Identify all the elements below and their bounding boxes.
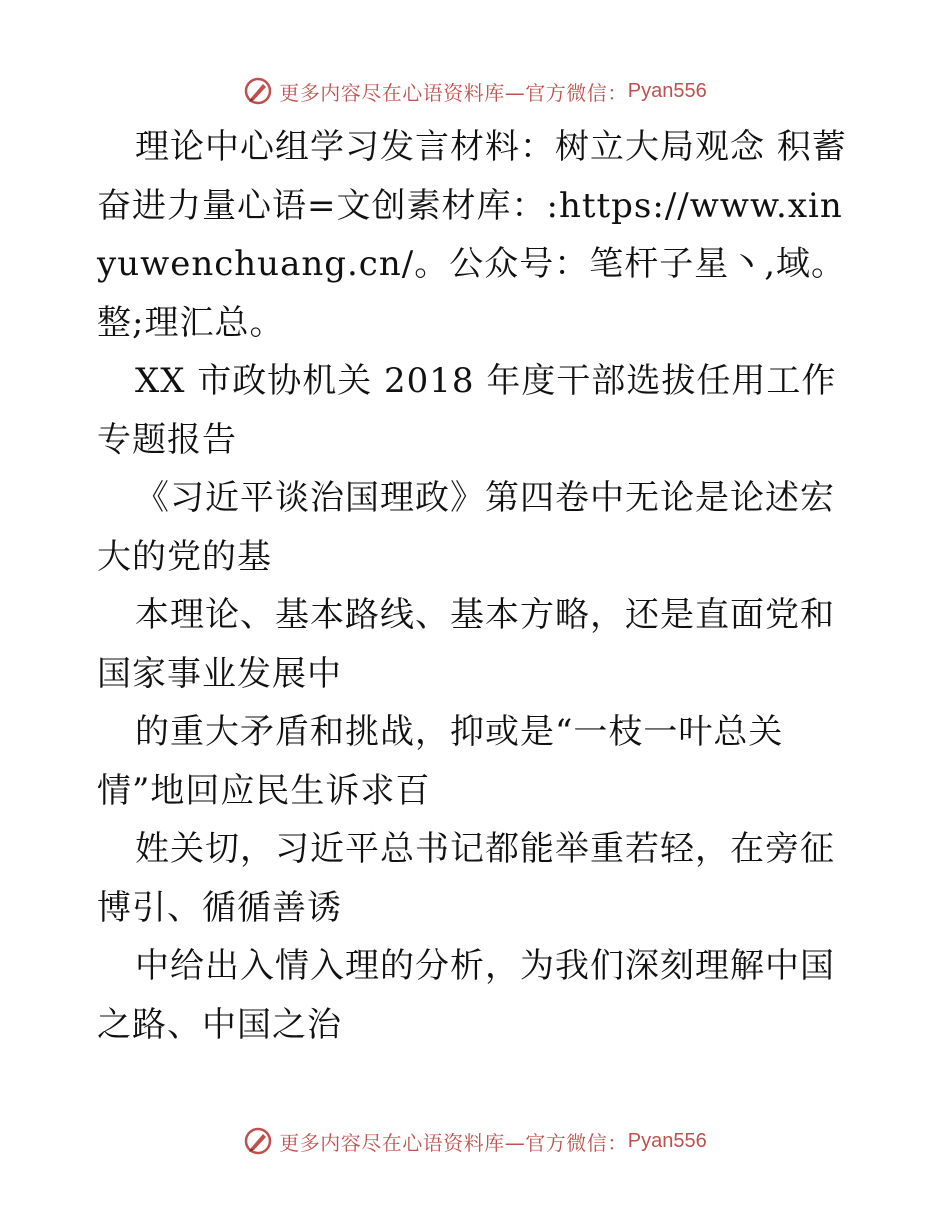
pen-logo-icon (243, 76, 273, 106)
document-body (97, 118, 857, 1054)
pen-logo-icon (243, 1126, 273, 1156)
watermark-text: 更多内容尽在心语资料库—官方微信： (279, 1130, 628, 1155)
paragraph: 本理论、基本路线、基本方略，还是直面党和国家事业发展中 (97, 595, 835, 694)
footer-watermark (0, 1121, 950, 1161)
watermark-text: 更多内容尽在心语资料库—官方微信： (279, 80, 628, 105)
watermark-wechat-id: Pyan556 (627, 1129, 707, 1152)
paragraph: 的重大矛盾和挑战，抑或是“一枝一叶总关情”地回应民生诉求百 (97, 712, 784, 811)
header-watermark (0, 71, 950, 111)
paragraph: 中给出入情入理的分析，为我们深刻理解中国之路、中国之治 (97, 946, 835, 1045)
paragraph: 理论中心组学习发言材料：树立大局观念 积蓄奋进力量心语=文创素材库：:https://www.xinyuwenchuang.cn/。公众号：笔杆子星丶,域。整;理汇总。 (97, 127, 847, 343)
paragraph: 《习近平谈治国理政》第四卷中无论是论述宏大的党的基 (97, 478, 835, 577)
paragraph: XX 市政协机关 2018 年度干部选拔任用工作专题报告 (97, 361, 837, 460)
paragraph: 姓关切，习近平总书记都能举重若轻，在旁征博引、循循善诱 (97, 829, 835, 928)
watermark-wechat-id: Pyan556 (627, 79, 707, 102)
